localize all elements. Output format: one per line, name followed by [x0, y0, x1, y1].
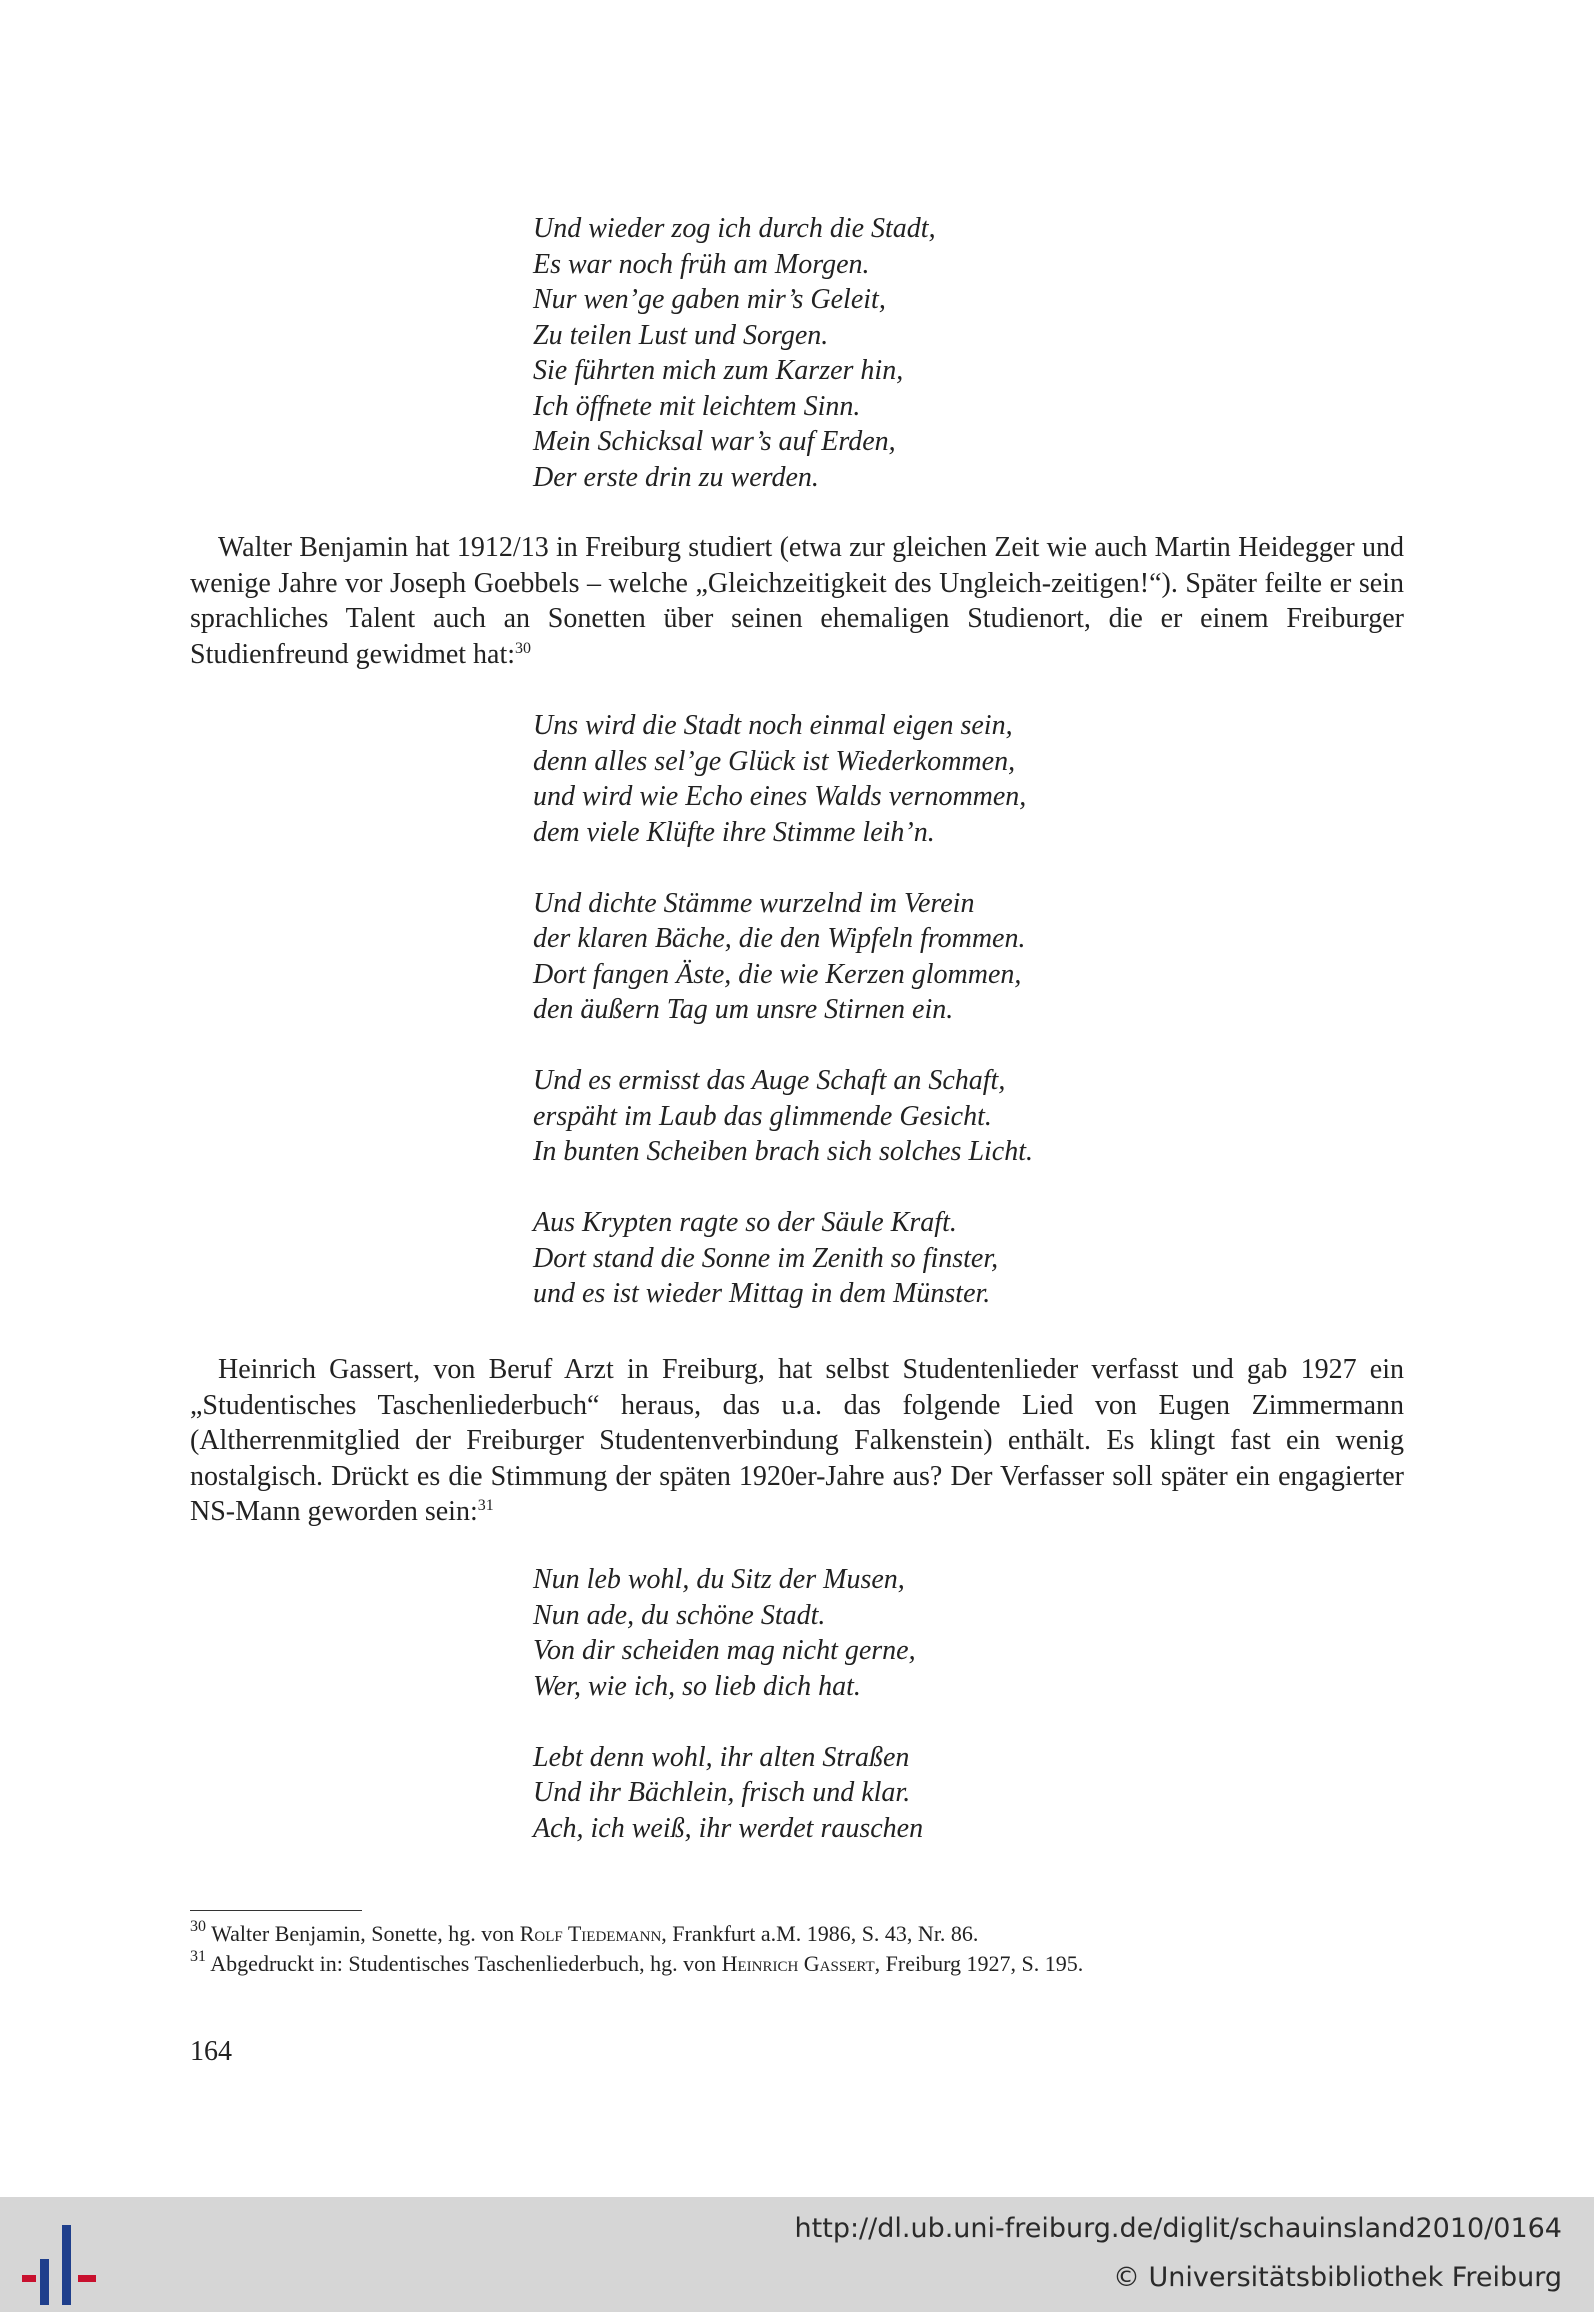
footnote-number: 30 [190, 1918, 206, 1935]
poem-line: Und ihr Bächlein, frisch und klar. [533, 1777, 911, 1808]
poem-line: Nun ade, du schöne Stadt. [533, 1599, 826, 1631]
footnote-31 [190, 1950, 1083, 1978]
poem-line: Mein Schicksal war’s auf Erden, [533, 426, 896, 457]
poem-line: und es ist wieder Mittag in dem Münster. [533, 1278, 991, 1309]
source-url[interactable]: http://dl.ub.uni-freiburg.de/diglit/schauinsland2010/0164 [794, 2213, 1562, 2244]
poem-benjamin-sonnet [533, 708, 1033, 1312]
poem-line: Und es ermisst das Auge Schaft an Schaft, [533, 1065, 1006, 1096]
poem-line: der klaren Bäche, die den Wipfeln frommen. [533, 923, 1026, 954]
poem-line: erspäht im Laub das glimmende Gesicht. [533, 1100, 992, 1132]
poem-stanza [533, 1562, 923, 1704]
footnote-text: Abgedruckt in: Studentisches Taschenliederbuch, hg. von [210, 1951, 717, 1976]
paragraph-text: Heinrich Gassert, von Beruf Arzt in Freiburg, hat selbst Studentenlieder verfasst und gab 1927 ein „Studentisches Taschenliederbuch“ heraus, das u.a. das folgende Lied von Eugen Zimmermann (Altherrenmitglied der Freiburger Studentenverbindung Falkenstein) enthält. Es klingt fast ein wenig nostalgisch. Drückt es die Stimmung der späten 1920er-Jahre aus? Der Verfasser soll später ein engagierter NS-Mann geworden sein: [190, 1354, 1404, 1527]
poem-line: denn alles sel’ge Glück ist Wiederkommen, [533, 745, 1016, 777]
footnote-text: , Freiburg 1927, S. 195. [874, 1951, 1084, 1976]
library-footer [0, 2197, 1594, 2312]
poem-line: Es war noch früh am Morgen. [533, 248, 870, 280]
footnote-number: 31 [190, 1948, 206, 1965]
footnote-text: Walter Benjamin, Sonette, hg. von [211, 1921, 515, 1946]
poem-line: Nun leb wohl, du Sitz der Musen, [533, 1564, 905, 1595]
poem-line: Von dir scheiden mag nicht gerne, [533, 1635, 916, 1666]
poem-line: Aus Krypten ragte so der Säule Kraft. [533, 1207, 957, 1238]
copyright-notice: © Universitätsbibliothek Freiburg [1112, 2262, 1562, 2293]
poem-line: Lebt denn wohl, ihr alten Straßen [533, 1741, 910, 1773]
poem-line: dem viele Klüfte ihre Stimme leih’n. [533, 816, 935, 848]
footnote-text: , Frankfurt a.M. 1986, S. 43, Nr. 86. [661, 1921, 979, 1946]
poem-stanza [533, 708, 1033, 850]
footnote-30 [190, 1920, 978, 1948]
paragraph-text: Walter Benjamin hat 1912/13 in Freiburg studiert (etwa zur gleichen Zeit wie auch Martin Heidegger und wenige Jahre vor Joseph Goebbels – welche „Gleichzeitigkeit des Ungleich-zeitigen!“). Später feilte er sein sprachliches Talent auch an Sonetten über seinen ehemaligen Studienort, die er einem Freiburger Studienfreund gewidmet hat: [190, 532, 1404, 670]
poem-student-prison [533, 211, 936, 495]
poem-line: Wer, wie ich, so lieb dich hat. [533, 1670, 861, 1702]
poem-line: Sie führten mich zum Karzer hin, [533, 355, 904, 386]
poem-line: Und dichte Stämme wurzelnd im Verein [533, 887, 975, 919]
poem-stanza [533, 1205, 1033, 1312]
poem-line: den äußern Tag um unsre Stirnen ein. [533, 994, 954, 1025]
footnote-author-name: Heinrich Gassert [721, 1951, 875, 1976]
paragraph-walter-benjamin [190, 530, 1404, 672]
poem-line: Ich öffnete mit leichtem Sinn. [533, 390, 861, 422]
poem-farewell-song [533, 1562, 923, 1846]
poem-line: Uns wird die Stadt noch einmal eigen sein, [533, 710, 1013, 741]
poem-stanza [533, 211, 936, 495]
poem-line: In bunten Scheiben brach sich solches Licht. [533, 1136, 1034, 1167]
poem-stanza [533, 886, 1033, 1028]
poem-line: Zu teilen Lust und Sorgen. [533, 319, 829, 351]
footnote-ref-31: 31 [477, 1497, 494, 1514]
paragraph-heinrich-gassert [190, 1352, 1404, 1530]
poem-line: Nur wen’ge gaben mir’s Geleit, [533, 284, 886, 315]
poem-stanza [533, 1740, 923, 1847]
poem-line: Und wieder zog ich durch die Stadt, [533, 213, 936, 244]
poem-line: Dort fangen Äste, die wie Kerzen glommen, [533, 958, 1022, 990]
footnote-author-name: Rolf Tiedemann [519, 1921, 662, 1946]
footnote-divider [190, 1910, 362, 1911]
poem-stanza [533, 1063, 1033, 1170]
footnote-ref-30: 30 [515, 639, 532, 657]
poem-line: und wird wie Echo eines Walds vernommen, [533, 781, 1027, 812]
page-number: 164 [190, 2036, 232, 2067]
ub-freiburg-logo-icon [18, 2217, 103, 2312]
poem-line: Ach, ich weiß, ihr werdet rauschen [533, 1812, 924, 1844]
poem-line: Dort stand die Sonne im Zenith so finster, [533, 1242, 999, 1274]
poem-line: Der erste drin zu werden. [533, 461, 819, 493]
